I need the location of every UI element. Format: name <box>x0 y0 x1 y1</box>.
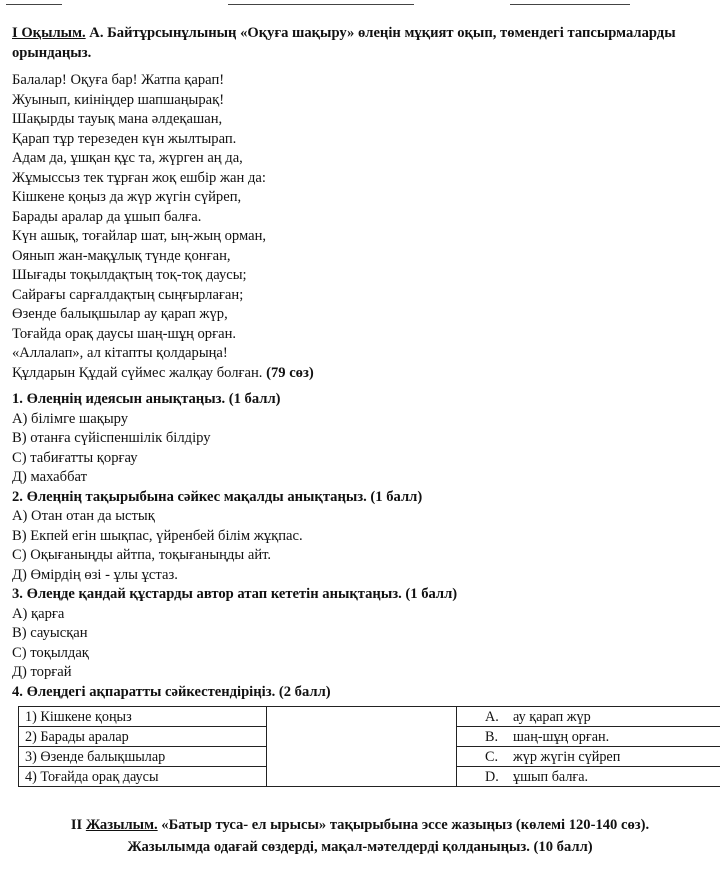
table-row <box>19 767 720 787</box>
match-right-cell <box>457 767 720 787</box>
poem-line: Шақырды тауық мана әлдеқашан, <box>12 111 223 127</box>
match-right-cell <box>457 707 720 727</box>
match-left-cell: 2) Барады аралар <box>19 727 267 747</box>
writing-section-prefix: II <box>70 817 86 833</box>
worksheet <box>12 24 712 702</box>
matching-table <box>18 706 720 787</box>
poem-line: Жұмыссыз тек тұрған жоқ ешбір жан да: <box>12 169 266 186</box>
table-row <box>19 727 720 747</box>
poem-line: Қарап тұр терезеден күн жылтырап. <box>12 130 237 147</box>
writing-instruction: «Батыр туса- ел ырысы» тақырыбына эссе жазыңыз (көлемі 120-140 сөз). <box>157 817 650 833</box>
answer-option: А) білімге шақыру <box>12 410 129 427</box>
answer-option: Д) махаббат <box>12 469 87 485</box>
answer-option: В) отанға сүйіспеншілік білдіру <box>12 430 211 446</box>
answer-option: В) Екпей егін шықпас, үйренбей білім жұқпас. <box>12 527 303 544</box>
match-right-letter: C. <box>485 748 499 765</box>
match-right-text: ау қарап жүр <box>513 708 591 725</box>
writing-task <box>0 814 720 858</box>
poem-line: Жуынып, киініңдер шапшаңырақ! <box>12 91 225 108</box>
answer-option: А) қарға <box>12 605 65 622</box>
poem-line: Барады аралар да ұшып балға. <box>12 208 202 225</box>
poem-line-text: Құлдарын Құдай сүймес жалқау болған. <box>12 364 267 381</box>
match-gap-cell <box>267 707 457 727</box>
poem-line: Өзенде балықшылар ау қарап жүр, <box>12 306 228 322</box>
top-rule-right <box>510 4 630 5</box>
table-row <box>19 747 720 767</box>
poem-line: Оянып жан-мақұлық түнде қонған, <box>12 247 231 264</box>
poem-line: Шығады тоқылдақтың тоқ-тоқ даусы; <box>12 267 247 283</box>
match-right-text: шаң-шұң орған. <box>513 728 610 745</box>
answer-option: В) сауысқан <box>12 625 88 641</box>
answer-option: Д) Өмірдің өзі - ұлы ұстаз. <box>12 566 178 583</box>
match-right-cell <box>457 747 720 767</box>
table-row <box>19 707 720 727</box>
questions <box>12 390 712 702</box>
question-1: 1. Өлеңнің идеясын анықтаңыз. (1 балл) <box>12 391 281 407</box>
top-rule-middle <box>228 4 414 5</box>
answer-option: Д) торғай <box>12 664 72 680</box>
word-count: (79 сөз) <box>266 364 314 381</box>
match-gap-cell <box>267 747 457 767</box>
poem-line: Кішкене қоңыз да жүр жүгін сүйреп, <box>12 189 242 205</box>
answer-option: С) табиғатты қорғау <box>12 449 138 466</box>
match-gap-cell <box>267 727 457 747</box>
poem-line: «Аллалап», ал кітапты қолдарыңа! <box>12 345 228 361</box>
question-4: 4. Өлеңдегі ақпаратты сәйкестендіріңіз. (2 балл) <box>12 683 331 700</box>
question-2: 2. Өлеңнің тақырыбына сәйкес мақалды анықтаңыз. (1 балл) <box>12 488 423 505</box>
poem <box>12 71 712 383</box>
match-right-letter: B. <box>485 728 499 745</box>
poem-line: Адам да, ұшқан құс та, жүрген аң да, <box>12 150 243 166</box>
writing-line-1 <box>0 814 720 836</box>
poem-line: Тоғайда орақ даусы шаң-шұң орған. <box>12 325 237 342</box>
answer-option: А) Отан отан да ыстық <box>12 508 155 524</box>
reading-heading <box>12 24 712 63</box>
match-right-text: ұшып балға. <box>513 768 589 785</box>
reading-instruction: А. Байтұрсынұлының «Оқуға шақыру» өлеңін мұқият оқып, төмендегі тапсырмаларды орындаңыз. <box>12 25 676 61</box>
match-right-letter: D. <box>485 768 499 785</box>
poem-last-line <box>12 364 712 384</box>
match-right-letter: A. <box>485 708 499 725</box>
poem-line: Сайрағы сарғалдақтың сыңғырлаған; <box>12 286 244 303</box>
reading-section-label: I Оқылым. <box>12 25 86 41</box>
writing-section-label: Жазылым. <box>85 817 158 833</box>
question-3: 3. Өлеңде қандай құстарды автор атап кететін анықтаңыз. (1 балл) <box>12 586 458 602</box>
poem-line: Балалар! Оқуға бар! Жатпа қарап! <box>12 72 225 88</box>
top-rule-left <box>6 4 62 5</box>
match-left-cell: 3) Өзенде балықшылар <box>19 747 267 767</box>
match-left-cell: 1) Кішкене қоңыз <box>19 707 267 727</box>
match-gap-cell <box>267 767 457 787</box>
poem-line: Күн ашық, тоғайлар шат, ың-жың орман, <box>12 228 267 244</box>
writing-line-2: Жазылымда одағай сөздерді, мақал-мәтелдерді қолданыңыз. (10 балл) <box>127 839 593 855</box>
answer-option: С) Оқығаныңды айтпа, тоқығаныңды айт. <box>12 547 272 563</box>
match-right-text: жүр жүгін сүйреп <box>513 748 621 765</box>
match-left-cell: 4) Тоғайда орақ даусы <box>19 767 267 787</box>
match-right-cell <box>457 727 720 747</box>
answer-option: С) тоқылдақ <box>12 644 89 661</box>
